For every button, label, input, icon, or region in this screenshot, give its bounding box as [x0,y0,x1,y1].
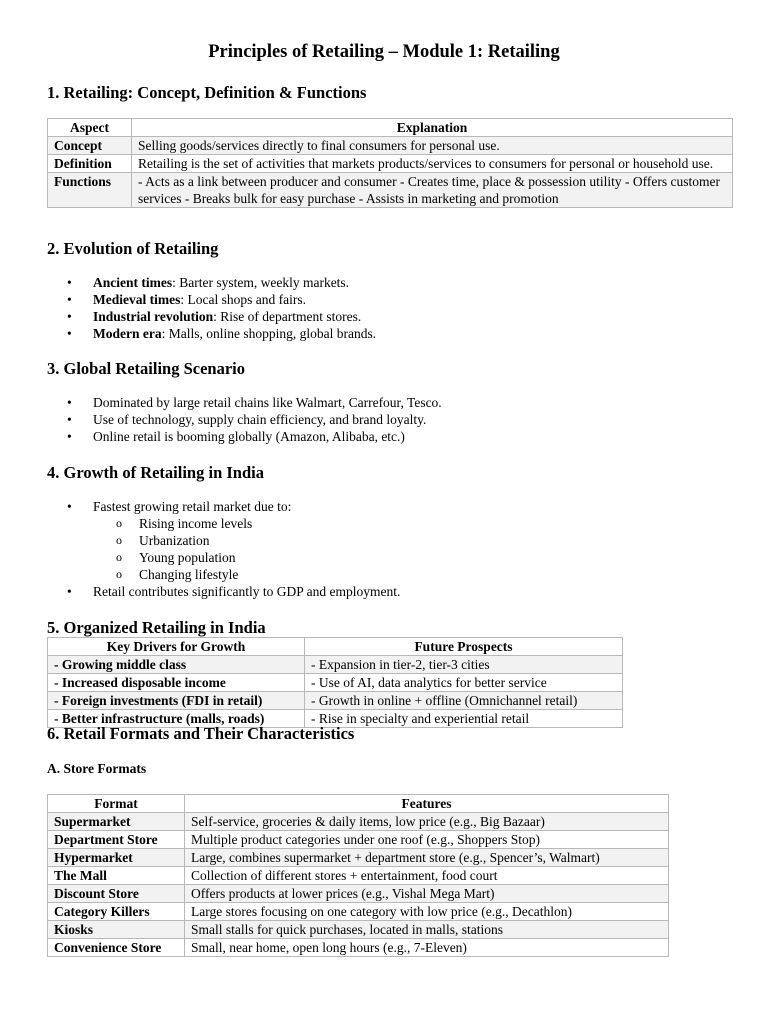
list-term: Modern era [93,326,162,341]
sub-list-item: o Urbanization [47,532,252,549]
table-cell: Functions [48,173,132,208]
evolution-list [47,274,376,342]
table-row [48,867,669,885]
table-cell: - Better infrastructure (malls, roads) [48,710,305,728]
global-list [47,394,442,445]
list-term: Ancient times [93,275,173,290]
table-header: Format [48,795,185,813]
growth-sublist [47,515,252,583]
growth-list-2 [47,583,400,600]
table-row [48,903,669,921]
table-header-row [48,119,733,137]
sub-list-item: o Young population [47,549,252,566]
table-cell: - Growing middle class [48,656,305,674]
table-cell: Small, near home, open long hours (e.g., 7-Eleven) [185,939,669,957]
table-row [48,921,669,939]
table-cell: Retailing is the set of activities that markets products/services to consumers for personal or household use. [132,155,733,173]
section-1-heading: 1. Retailing: Concept, Definition & Functions [47,83,367,102]
table-header: Future Prospects [305,638,623,656]
list-item [47,291,376,308]
list-text: : Malls, online shopping, global brands. [161,326,377,341]
list-item: • Dominated by large retail chains like Walmart, Carrefour, Tesco. [47,394,442,411]
store-formats-table [47,794,669,957]
table-header: Aspect [48,119,132,137]
list-item: • Use of technology, supply chain efficiency, and brand loyalty. [47,411,442,428]
page-title: Principles of Retailing – Module 1: Retailing [208,42,560,62]
table-cell: The Mall [48,867,185,885]
table-header-row [48,795,669,813]
table-cell: Concept [48,137,132,155]
table-row [48,173,733,208]
concept-table [47,118,733,208]
growth-list [47,498,291,515]
table-row [48,674,623,692]
table-row [48,831,669,849]
list-item [47,308,376,325]
section-6-heading: 6. Retail Formats and Their Characteristics [47,724,355,743]
table-cell: - Use of AI, data analytics for better service [305,674,623,692]
table-cell: - Growth in online + offline (Omnichannel retail) [305,692,623,710]
table-row [48,849,669,867]
table-row [48,137,733,155]
table-cell: Discount Store [48,885,185,903]
table-cell: Offers products at lower prices (e.g., Vishal Mega Mart) [185,885,669,903]
table-cell: - Increased disposable income [48,674,305,692]
list-item: • Retail contributes significantly to GDP and employment. [47,583,400,600]
table-cell: Multiple product categories under one roof (e.g., Shoppers Stop) [185,831,669,849]
table-row [48,155,733,173]
section-4-heading: 4. Growth of Retailing in India [47,463,264,482]
list-text: : Rise of department stores. [213,309,362,324]
list-item [47,325,376,342]
list-term: Medieval times [93,292,181,307]
list-item: • Fastest growing retail market due to: [47,498,291,515]
list-item: • Online retail is booming globally (Amazon, Alibaba, etc.) [47,428,442,445]
table-cell: - Rise in specialty and experiential retail [305,710,623,728]
table-row [48,656,623,674]
list-term: Industrial revolution [93,309,214,324]
list-text: : Local shops and fairs. [180,292,306,307]
table-cell: Department Store [48,831,185,849]
table-cell: Supermarket [48,813,185,831]
table-row [48,939,669,957]
list-item [47,274,376,291]
table-cell: Selling goods/services directly to final consumers for personal use. [132,137,733,155]
section-6-subheading: A. Store Formats [47,761,147,776]
list-text: : Barter system, weekly markets. [172,275,350,290]
table-cell: Large, combines supermarket + department store (e.g., Spencer’s, Walmart) [185,849,669,867]
table-row [48,692,623,710]
table-row [48,885,669,903]
sub-list-item: o Rising income levels [47,515,252,532]
table-cell: - Expansion in tier-2, tier-3 cities [305,656,623,674]
table-header-row [48,638,623,656]
table-cell: Kiosks [48,921,185,939]
table-cell: Convenience Store [48,939,185,957]
table-cell: Collection of different stores + entertainment, food court [185,867,669,885]
organized-table [47,637,623,728]
table-cell: Definition [48,155,132,173]
table-header: Features [185,795,669,813]
section-2-heading: 2. Evolution of Retailing [47,239,219,258]
table-cell: Hypermarket [48,849,185,867]
table-cell: Small stalls for quick purchases, located in malls, stations [185,921,669,939]
table-cell: - Acts as a link between producer and consumer - Creates time, place & possession utility - Offers customer services - Breaks bulk for easy purchase - Assists in marketing and promotion [132,173,733,208]
table-cell: Self-service, groceries & daily items, low price (e.g., Big Bazaar) [185,813,669,831]
sub-list-item: o Changing lifestyle [47,566,252,583]
table-header: Key Drivers for Growth [48,638,305,656]
table-cell: Large stores focusing on one category with low price (e.g., Decathlon) [185,903,669,921]
section-5-heading: 5. Organized Retailing in India [47,618,266,637]
table-cell: Category Killers [48,903,185,921]
table-header: Explanation [132,119,733,137]
section-3-heading: 3. Global Retailing Scenario [47,359,245,378]
table-row [48,813,669,831]
table-cell: - Foreign investments (FDI in retail) [48,692,305,710]
